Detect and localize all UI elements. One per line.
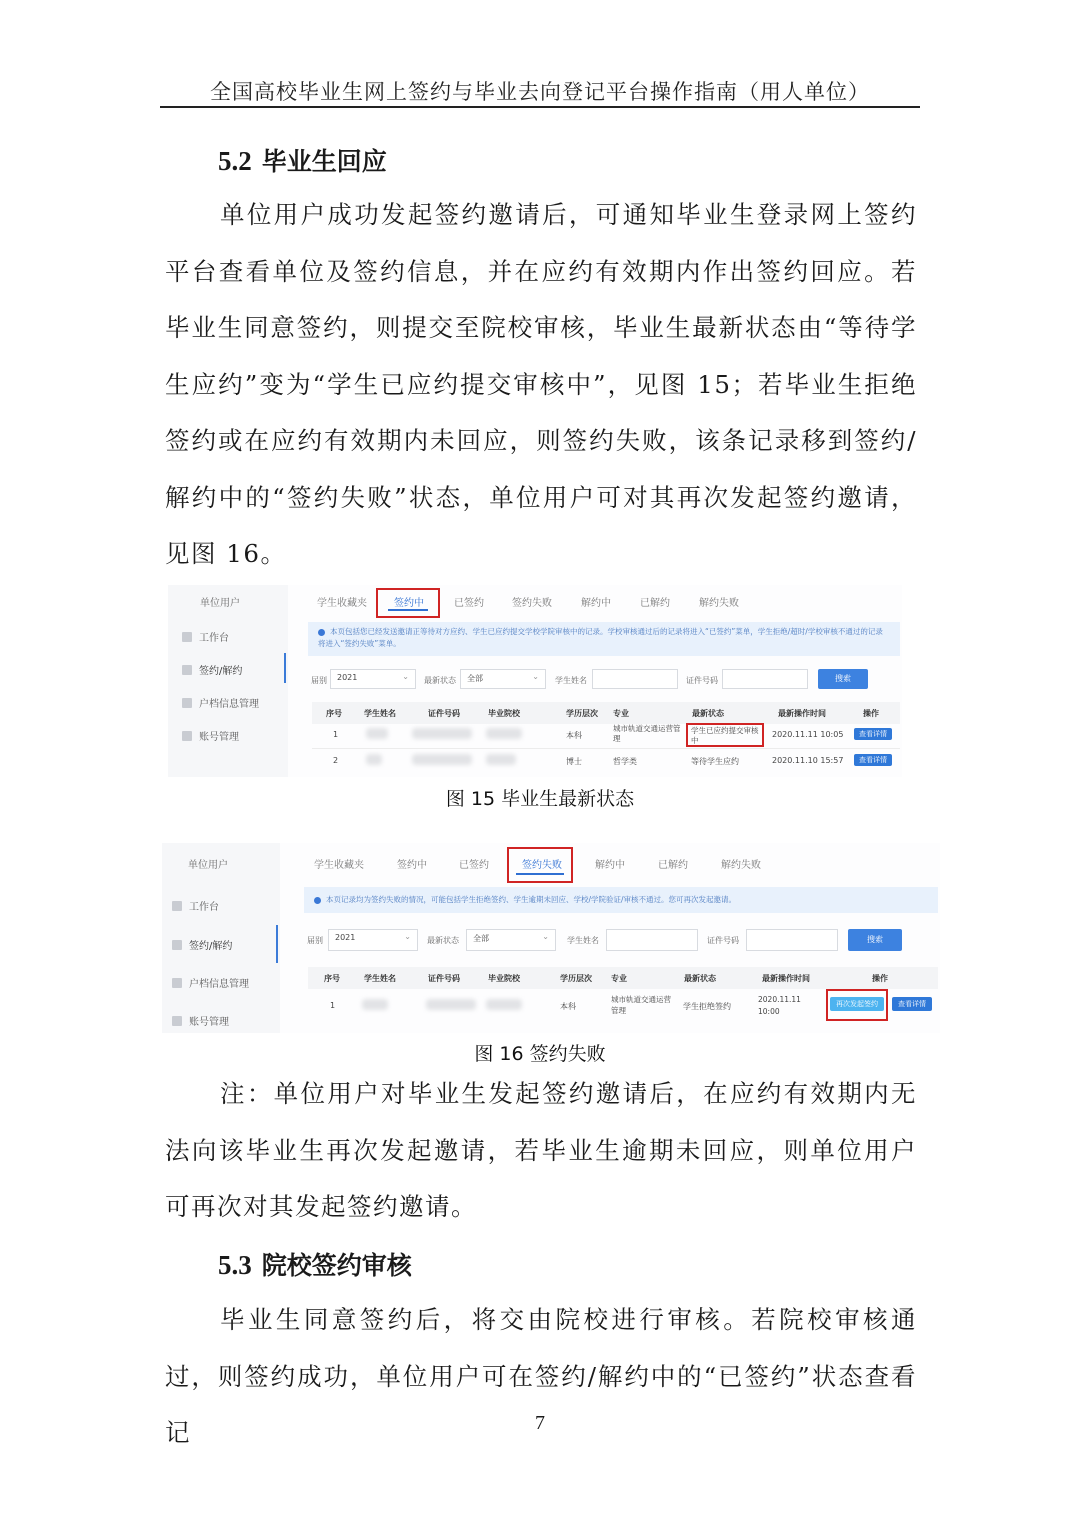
id-label: 证件号码 xyxy=(707,936,739,945)
user-icon xyxy=(182,731,192,741)
info-icon xyxy=(318,629,325,636)
col-name: 学生姓名 xyxy=(364,974,396,983)
name-label: 学生姓名 xyxy=(555,676,587,685)
name-input[interactable] xyxy=(592,669,678,689)
tab-signed[interactable]: 已签约 xyxy=(459,860,489,871)
row-level: 本科 xyxy=(560,1002,576,1011)
figure-16-caption: 图 16 签约失败 xyxy=(474,1043,606,1065)
row-divider xyxy=(312,748,900,749)
redacted-name xyxy=(366,754,382,765)
col-action: 操作 xyxy=(872,974,888,983)
tab-sign-failed[interactable]: 签约失败 xyxy=(522,860,562,871)
workbench-icon xyxy=(182,632,192,642)
year-label: 届别 xyxy=(307,936,323,945)
redacted-name xyxy=(362,999,388,1010)
tab-terminated[interactable]: 已解约 xyxy=(658,860,688,871)
id-input[interactable] xyxy=(722,669,808,689)
col-major: 专业 xyxy=(611,974,627,983)
view-detail-button[interactable]: 查看详情 xyxy=(854,754,892,766)
redacted-school xyxy=(486,754,516,765)
tab-terminating[interactable]: 解约中 xyxy=(581,598,611,609)
col-time: 最新操作时间 xyxy=(778,709,826,718)
paragraph-note: 注：单位用户对毕业生发起签约邀请后，在应约有效期内无法向该毕业生再次发起邀请，若毕业生逾期未回应，则单位用户可再次对其发起签约邀请。 xyxy=(165,1079,917,1221)
info-icon xyxy=(314,897,321,904)
sidebar-item-account[interactable]: 账号管理 xyxy=(172,1013,229,1028)
page-number: 7 xyxy=(535,1412,545,1434)
paragraph-graduate-response: 单位用户成功发起签约邀请后，可通知毕业生登录网上签约平台查看单位及签约信息，并在应约有效期内作出签约回应。若毕业生同意签约，则提交至院校审核，毕业生最新状态由“等待学生应约”变为“学生已应约提交审核中”，见图 15；若毕业生拒绝签约或在应约有效期内未回应，则签约失败，该条记录移到签约/解约中的“签约失败”状态，单位用户可对其再次发起签约邀请，见图 16。 xyxy=(165,200,917,568)
col-action: 操作 xyxy=(863,709,879,718)
row-status: 等待学生应约 xyxy=(691,757,739,766)
status-label: 最新状态 xyxy=(424,676,456,685)
year-select[interactable]: 2021 ⌄ xyxy=(330,669,416,689)
sidebar-title: 单位用户 xyxy=(188,860,228,871)
chevron-down-icon: ⌄ xyxy=(532,672,539,681)
redacted-id xyxy=(412,728,472,739)
tab-terminated[interactable]: 已解约 xyxy=(640,598,670,609)
col-major: 专业 xyxy=(613,709,629,718)
col-id: 证件号码 xyxy=(428,709,460,718)
row-index: 2 xyxy=(333,756,339,765)
col-time: 最新操作时间 xyxy=(762,974,810,983)
status-label: 最新状态 xyxy=(427,936,459,945)
sidebar-title: 单位用户 xyxy=(200,598,240,609)
contract-icon xyxy=(182,665,192,675)
tab-signed[interactable]: 已签约 xyxy=(454,598,484,609)
archive-icon xyxy=(172,978,182,988)
highlight-box xyxy=(376,588,440,618)
tab-favorites[interactable]: 学生收藏夹 xyxy=(314,860,364,871)
header-rule xyxy=(160,106,920,108)
row-index: 1 xyxy=(333,730,339,739)
row-time: 2020.11.10 15:57 xyxy=(772,756,844,765)
row-index: 1 xyxy=(330,1001,336,1010)
section-title: 院校签约审核 xyxy=(261,1251,412,1280)
redacted-id xyxy=(426,999,476,1010)
section-title: 毕业生回应 xyxy=(261,147,387,176)
section-heading-5-3 xyxy=(218,1246,412,1282)
year-label: 届别 xyxy=(311,676,327,685)
redacted-school xyxy=(486,999,522,1010)
workbench-icon xyxy=(172,901,182,911)
sidebar-item-archive[interactable]: 户档信息管理 xyxy=(172,975,249,990)
id-label: 证件号码 xyxy=(686,676,718,685)
id-input[interactable] xyxy=(746,929,838,951)
status-select[interactable]: 全部 ⌄ xyxy=(466,929,556,951)
sidebar-item-archive[interactable]: 户档信息管理 xyxy=(182,695,259,710)
figure-15-caption: 图 15 毕业生最新状态 xyxy=(445,788,635,810)
row-major: 哲学类 xyxy=(613,757,637,766)
sidebar-item-workbench[interactable]: 工作台 xyxy=(172,898,219,913)
col-level: 学历层次 xyxy=(566,709,598,718)
running-header: 全国高校毕业生网上签约与毕业去向登记平台操作指南（用人单位） xyxy=(210,80,870,104)
tab-signing[interactable]: 签约中 xyxy=(397,860,427,871)
redacted-name xyxy=(366,728,388,739)
notice-banner: 本页包括您已经发送邀请正等待对方应约、学生已应约提交学校学院审核中的记录。学校审核通过后的记录将进入“已签约”菜单，学生拒绝/超时/学校审核不通过的记录将进入“签约失败”菜单。 xyxy=(308,622,900,656)
section-heading-5-2 xyxy=(218,142,387,178)
view-detail-button[interactable]: 查看详情 xyxy=(892,997,932,1011)
col-index: 序号 xyxy=(326,709,342,718)
tab-terminate-failed[interactable]: 解约失败 xyxy=(721,860,761,871)
tab-signing[interactable]: 签约中 xyxy=(394,598,424,609)
search-button[interactable]: 搜索 xyxy=(818,669,868,689)
name-label: 学生姓名 xyxy=(567,936,599,945)
row-major: 城市轨道交通运营管理 xyxy=(611,995,671,1015)
resend-invite-button[interactable]: 再次发起签约 xyxy=(830,997,884,1011)
sidebar-item-account[interactable]: 账号管理 xyxy=(182,728,239,743)
name-input[interactable] xyxy=(606,929,698,951)
row-level: 本科 xyxy=(566,731,582,740)
figure-16-screenshot xyxy=(162,843,940,1033)
col-status: 最新状态 xyxy=(684,974,716,983)
col-index: 序号 xyxy=(324,974,340,983)
row-status-highlighted: 学生已应约提交审核中 xyxy=(686,723,764,747)
row-status: 学生拒绝签约 xyxy=(683,1002,731,1011)
sidebar-active-indicator xyxy=(276,925,278,963)
figure-15-screenshot xyxy=(168,585,902,777)
sidebar-item-sign[interactable]: 签约/解约 xyxy=(172,937,232,952)
col-status: 最新状态 xyxy=(692,709,724,718)
col-school: 毕业院校 xyxy=(488,974,520,983)
status-select[interactable]: 全部 ⌄ xyxy=(460,669,546,689)
chevron-down-icon: ⌄ xyxy=(402,672,409,681)
section-number: 5.3 xyxy=(218,1250,252,1280)
row-level: 博士 xyxy=(566,757,582,766)
row-time: 2020.11.11 10:05 xyxy=(772,730,844,739)
row-time: 2020.11.11 10:00 xyxy=(758,995,801,1016)
section-number: 5.2 xyxy=(218,146,252,176)
col-school: 毕业院校 xyxy=(488,709,520,718)
row-major: 城市轨道交通运营管理 xyxy=(613,724,681,743)
col-level: 学历层次 xyxy=(560,974,592,983)
year-select[interactable]: 2021 ⌄ xyxy=(328,929,418,951)
sidebar xyxy=(162,843,280,1033)
sidebar xyxy=(168,585,288,777)
notice-banner: 本页记录均为签约失败的情况，可能包括学生拒绝签约、学生逾期未回应、学校/学院验证/审核不通过。您可再次发起邀请。 xyxy=(304,887,938,913)
sidebar-item-workbench[interactable]: 工作台 xyxy=(182,629,229,644)
sidebar-item-sign[interactable]: 签约/解约 xyxy=(182,662,242,677)
highlight-box xyxy=(507,847,573,883)
tab-terminate-failed[interactable]: 解约失败 xyxy=(699,598,739,609)
col-id: 证件号码 xyxy=(428,974,460,983)
tab-sign-failed[interactable]: 签约失败 xyxy=(512,598,552,609)
search-button[interactable]: 搜索 xyxy=(848,929,902,951)
tab-terminating[interactable]: 解约中 xyxy=(595,860,625,871)
chevron-down-icon: ⌄ xyxy=(404,932,411,941)
contract-icon xyxy=(172,940,182,950)
view-detail-button[interactable]: 查看详情 xyxy=(854,728,892,740)
archive-icon xyxy=(182,698,192,708)
user-icon xyxy=(172,1016,182,1026)
redacted-id xyxy=(412,754,472,765)
sidebar-active-indicator xyxy=(284,653,286,683)
tab-favorites[interactable]: 学生收藏夹 xyxy=(317,598,367,609)
paragraph-school-review: 毕业生同意签约后，将交由院校进行审核。若院校审核通过，则签约成功，单位用户可在签约/解约中的“已签约”状态查看记 xyxy=(165,1305,917,1447)
col-name: 学生姓名 xyxy=(364,709,396,718)
redacted-school xyxy=(486,728,522,739)
chevron-down-icon: ⌄ xyxy=(542,932,549,941)
